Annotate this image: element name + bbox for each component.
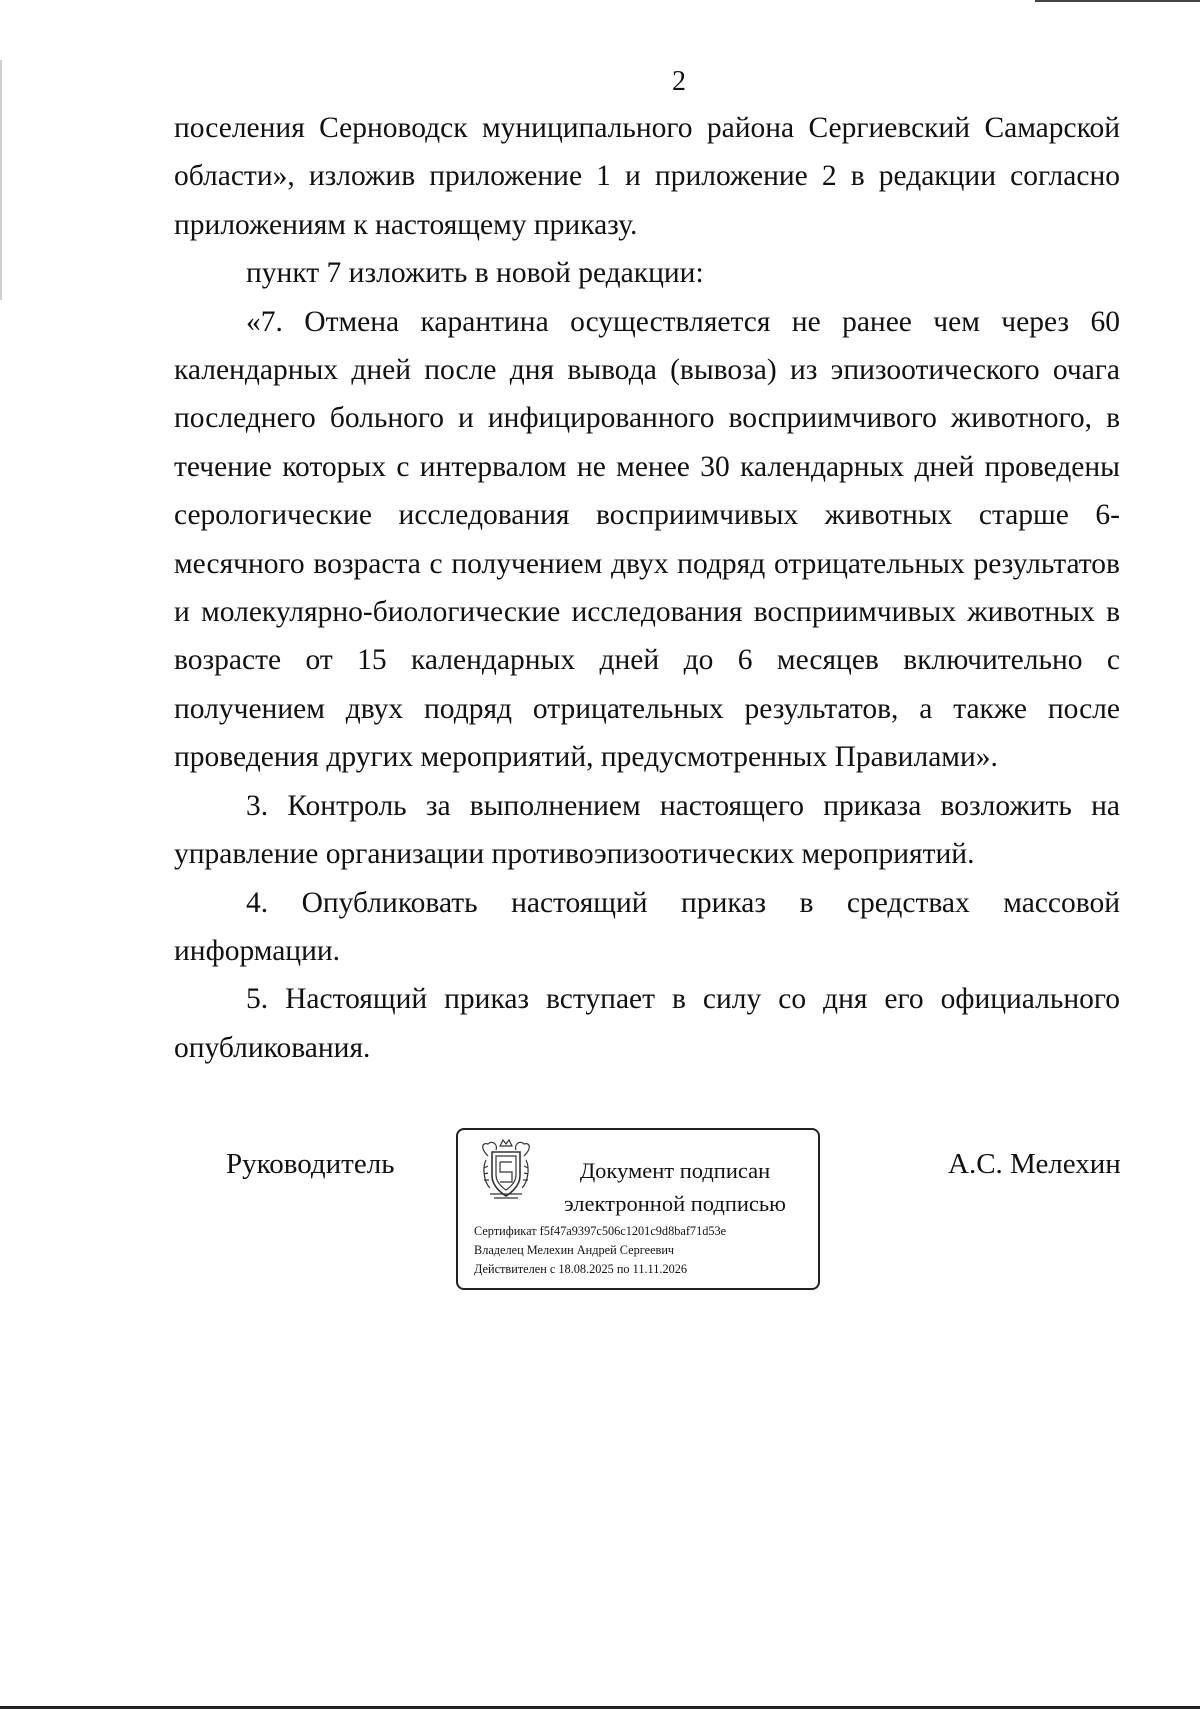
stamp-owner: Владелец Мелехин Андрей Сергеевич <box>474 1243 675 1257</box>
stamp-title-line2: электронной подписью <box>564 1191 786 1216</box>
stamp-title <box>548 1154 802 1220</box>
stamp-title-line1: Документ подписан <box>579 1158 771 1183</box>
paragraph-continuation: поселения Серноводск муниципального района Сергиевский Самарской области», изложив приложение 1 и приложение 2 в редакции согласно приложениям к настоящему приказу. <box>174 112 1120 241</box>
stamp-details <box>474 1222 726 1279</box>
stamp-certificate: Сертификат f5f47a9397c506c1201c9d8baf71d53e <box>474 1224 727 1238</box>
paragraph-item-7-intro: пункт 7 изложить в новой редакции: <box>246 257 704 290</box>
electronic-signature-stamp <box>456 1128 820 1290</box>
paragraph-item-7-text: «7. Отмена карантина осуществляется не ранее чем через 60 календарных дней после дня вывода (вывоза) из эпизоотического очага последнего больного и инфицированного восприимчивого животного, в течение которых с интервалом не менее 30 календарных дней проведены серологические исследования восприимчивых животных старше 6-месячного возраста с получением двух подряд отрицательных результатов и молекулярно-биологические исследования восприимчивых животных в возрасте от 15 календарных дней до 6 месяцев включительно с получением двух подряд отрицательных результатов, а также после проведения других мероприятий, предусмотренных Правилами». <box>174 305 1120 774</box>
signature-block <box>0 1128 1200 1298</box>
paragraph-item-5: 5. Настоящий приказ вступает в силу со дня его официального опубликования. <box>174 983 1120 1064</box>
scan-edge-mark-top <box>1035 0 1200 2</box>
page-number: 2 <box>672 66 686 97</box>
coat-of-arms-icon <box>478 1138 534 1204</box>
paragraph-item-3: 3. Контроль за выполнением настоящего приказа возложить на управление организации противоэпизоотических мероприятий. <box>174 789 1120 871</box>
document-body <box>174 104 1120 1072</box>
signer-position: Руководитель <box>226 1148 395 1180</box>
paragraph-item-4: 4. Опубликовать настоящий приказ в средствах массовой информации. <box>174 886 1120 967</box>
stamp-validity: Действителен с 18.08.2025 по 11.11.2026 <box>474 1262 688 1276</box>
signer-name: А.С. Мелехин <box>948 1148 1121 1180</box>
